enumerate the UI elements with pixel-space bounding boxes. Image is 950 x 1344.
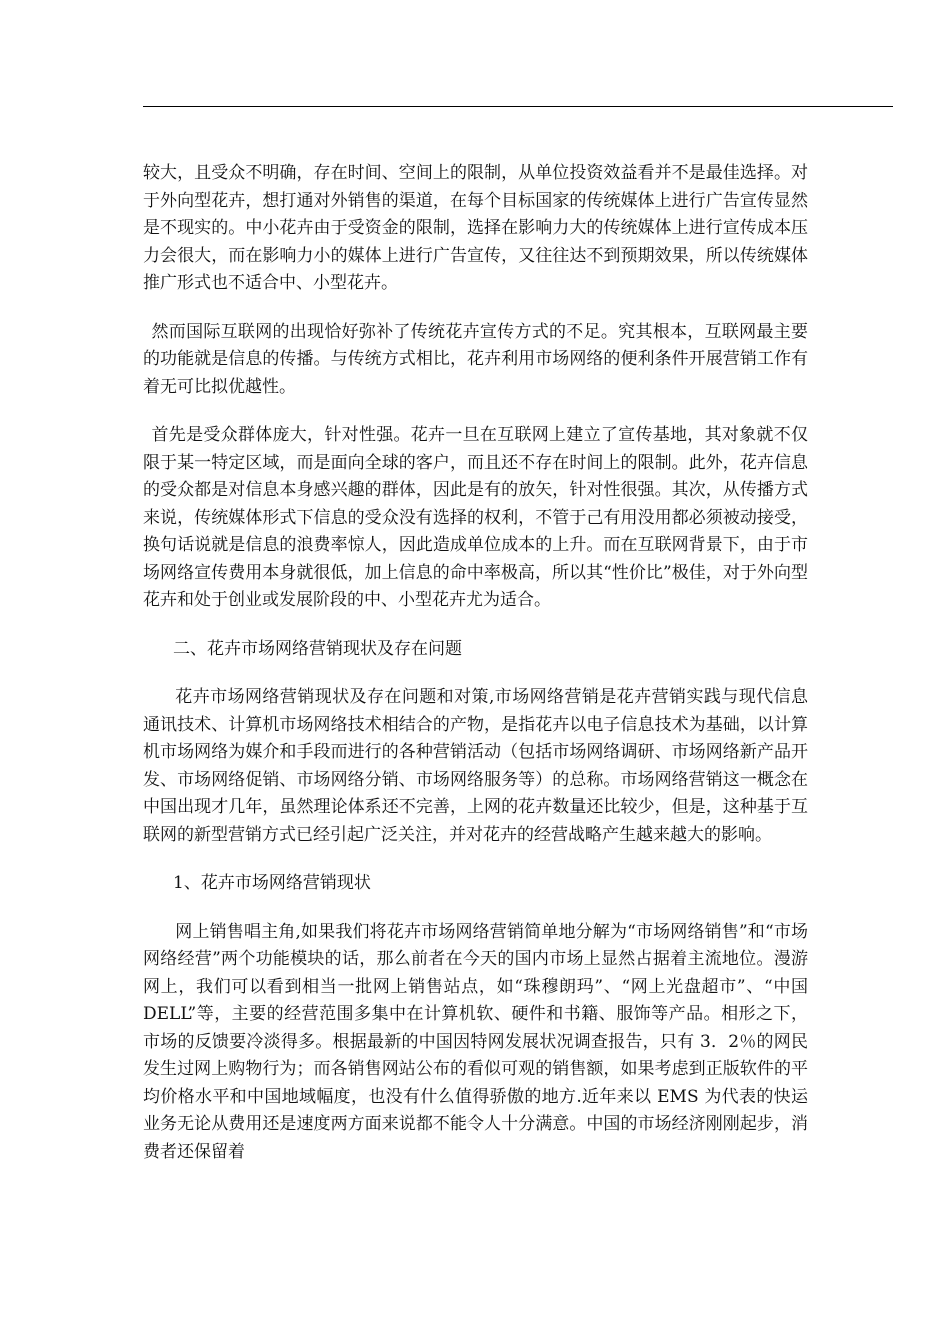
- document-body: [143, 160, 808, 1166]
- section-heading-2: 二、花卉市场网络营销现状及存在问题: [173, 638, 462, 659]
- header-rule: [143, 106, 893, 107]
- paragraph-traditional-media-limits: 较大，且受众不明确，存在时间、空间上的限制，从单位投资效益看并不是最佳选择。对于外向型花卉，想打通对外销售的渠道，在每个目标国家的传统媒体上进行广告宣传显然是不现实的。中小花卉由于受资金的限制，选择在影响力大的传统媒体上进行宣传成本压力会很大，而在影响力小的媒体上进行广告宣传，又往往达不到预期效果，所以传统媒体推广形式也不适合中、小型花卉。: [143, 163, 808, 293]
- paragraph-network-marketing-definition: 花卉市场网络营销现状及存在问题和对策,市场网络营销是花卉营销实践与现代信息通讯技术、计算机市场网络技术相结合的产物，是指花卉以电子信息技术为基础，以计算机市场网络为媒介和手段而进行的各种营销活动（包括市场网络调研、市场网络新产品开发、市场网络促销、市场网络分销、市场网络服务等）的总称。市场网络营销这一概念在中国出现才几年，虽然理论体系还不完善，上网的花卉数量还比较少，但是，这种基于互联网的新型营销方式已经引起广泛关注，并对花卉的经营战略产生越来越大的影响。: [143, 687, 808, 845]
- subsection-heading-1: 1、花卉市场网络营销现状: [173, 873, 371, 893]
- paragraph-online-sales: 网上销售唱主角,如果我们将花卉市场网络营销简单地分解为“市场网络销售”和“市场网络经营”两个功能模块的话，那么前者在今天的国内市场上显然占据着主流地位。漫游网上，我们可以看到相当一批网上销售站点，如“珠穆朗玛”、“网上光盘超市”、“中国 DELL”等，主要的经营范围多集中在计算机软、硬件和书籍、服饰等产品。相形之下，市场的反馈要冷淡得多。根据最新的中国因特网发展状况调查报告，只有 3．2％的网民发生过网上购物行为；而各销售网站公布的看似可观的销售额，如果考虑到正版软件的平均价格水平和中国地域幅度，也没有什么值得骄傲的地方.近年来以 EMS 为代表的快运业务无论从费用还是速度两方面来说都不能令人十分满意。中国的市场经济刚刚起步，消费者还保留着: [143, 921, 808, 1162]
- paragraph-internet-advantage: 然而国际互联网的出现恰好弥补了传统花卉宣传方式的不足。究其根本，互联网最主要的功能就是信息的传播。与传统方式相比，花卉利用市场网络的便利条件开展营销工作有着无可比拟优越性。: [143, 321, 808, 397]
- paragraph-large-audience: 首先是受众群体庞大，针对性强。花卉一旦在互联网上建立了宣传基地，其对象就不仅限于某一特定区域，而是面向全球的客户，而且还不存在时间上的限制。此外，花卉信息的受众都是对信息本身感兴趣的群体，因此是有的放矢，针对性很强。其次，从传播方式来说，传统媒体形式下信息的受众没有选择的权利，不管于己有用没用都必须被动接受，换句话说就是信息的浪费率惊人，因此造成单位成本的上升。而在互联网背景下，由于市场网络宣传费用本身就很低，加上信息的命中率极高，所以其“性价比”极佳，对于外向型花卉和处于创业或发展阶段的中、小型花卉尤为适合。: [143, 425, 808, 610]
